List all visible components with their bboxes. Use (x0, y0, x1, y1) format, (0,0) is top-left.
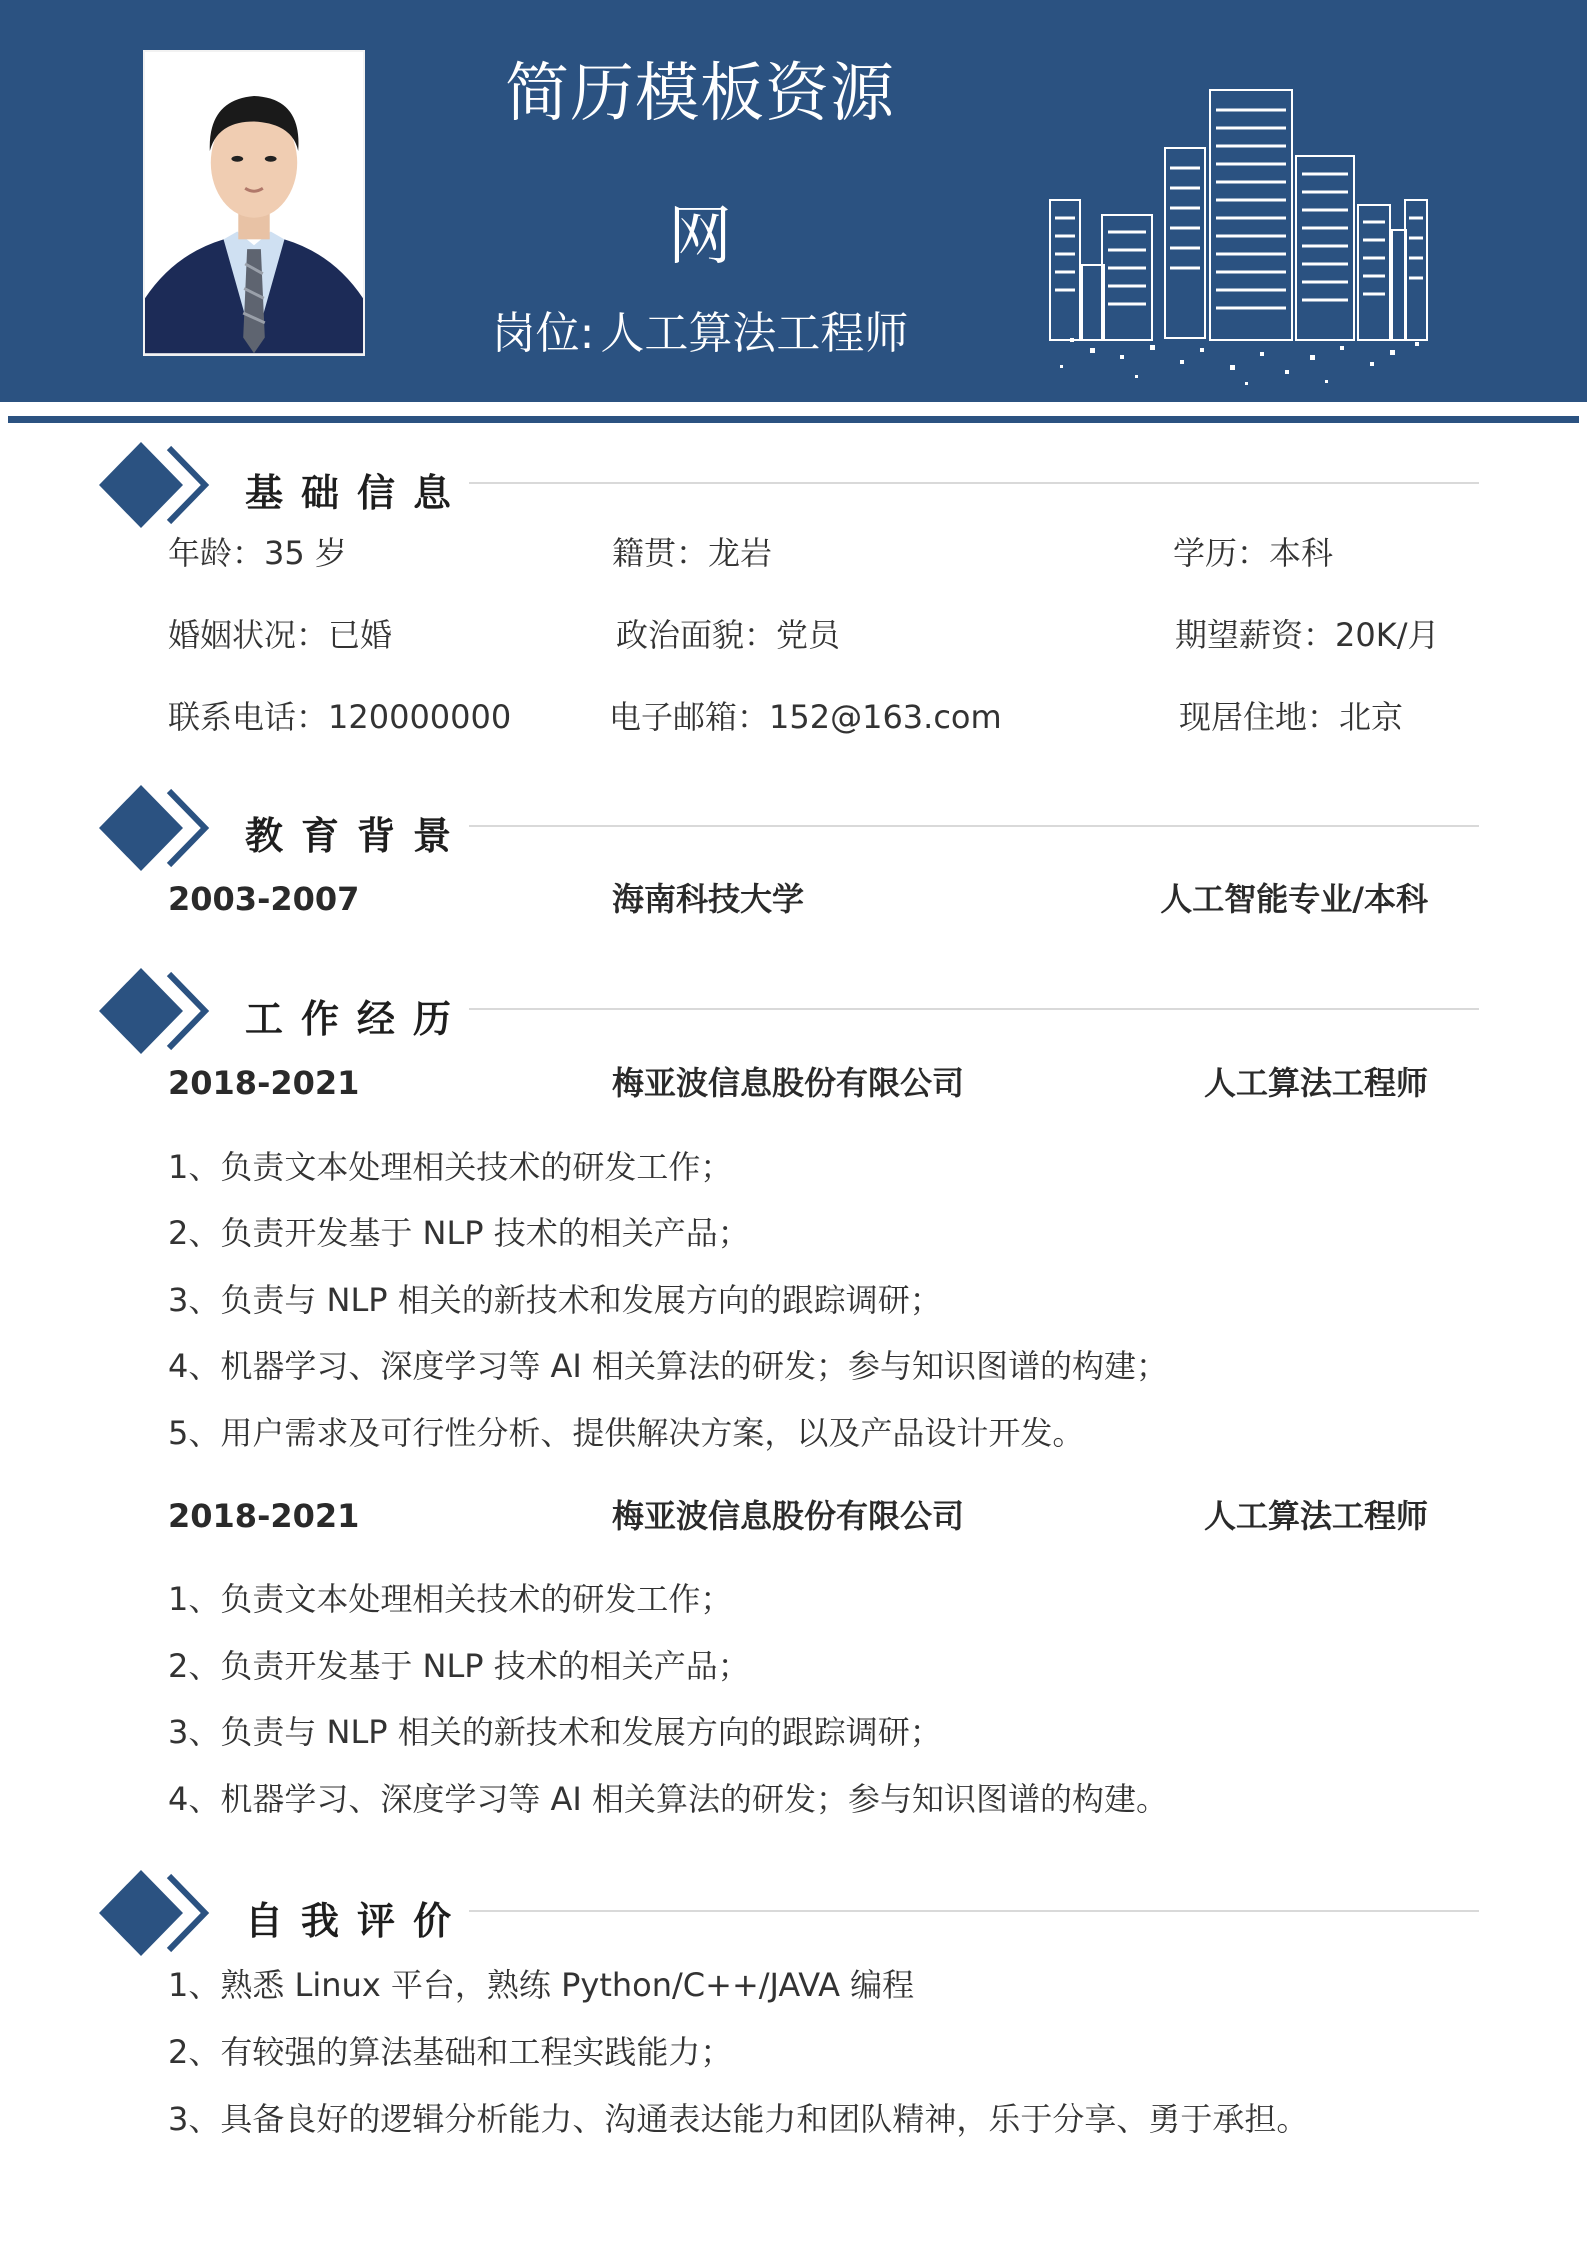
section-title: 自我评价 (245, 1899, 470, 1943)
job-company: 梅亚波信息股份有限公司 (612, 1497, 965, 1535)
section-rule (469, 1910, 1479, 1912)
section-title: 工作经历 (245, 997, 470, 1041)
profile-photo (143, 50, 365, 356)
education-period: 2003-2007 (168, 880, 360, 918)
info-political-status: 政治面貌：党员 (616, 616, 841, 654)
job-duty: 4、机器学习、深度学习等 AI 相关算法的研发；参与知识图谱的构建。 (168, 1780, 1169, 1818)
info-hometown: 籍贯：龙岩 (612, 534, 773, 572)
job-period: 2018-2021 (168, 1064, 360, 1102)
education-school: 海南科技大学 (612, 880, 805, 918)
header-banner (0, 0, 1587, 402)
section-rule (469, 482, 1479, 484)
info-age: 年龄：35 岁 (168, 534, 347, 572)
section-title: 教育背景 (245, 814, 470, 858)
job-duty: 5、用户需求及可行性分析、提供解决方案，以及产品设计开发。 (168, 1414, 1085, 1452)
self-evaluation-item: 1、熟悉 Linux 平台，熟练 Python/C++/JAVA 编程 (168, 1966, 915, 2004)
section-rule (469, 1008, 1479, 1010)
job-role: 人工算法工程师 (1203, 1064, 1428, 1102)
job-company: 梅亚波信息股份有限公司 (612, 1064, 965, 1102)
resume-title-line2: 网 (668, 200, 732, 274)
job-duty: 2、负责开发基于 NLP 技术的相关产品； (168, 1647, 750, 1685)
section-rule (469, 825, 1479, 827)
info-education-level: 学历：本科 (1173, 534, 1334, 572)
section-title: 基础信息 (245, 471, 470, 515)
job-duty: 1、负责文本处理相关技术的研发工作； (168, 1148, 733, 1186)
section-header-self-evaluation (97, 1868, 1487, 1958)
diamond-icon (97, 440, 217, 530)
info-residence: 现居住地：北京 (1179, 698, 1404, 736)
diamond-icon (97, 966, 217, 1056)
job-period: 2018-2021 (168, 1497, 360, 1535)
job-duty: 1、负责文本处理相关技术的研发工作； (168, 1580, 733, 1618)
header-divider (8, 416, 1579, 423)
resume-title: 简历模板资源 (505, 57, 895, 131)
position-value: 人工算法工程师 (600, 308, 909, 359)
section-header-education (97, 783, 1487, 873)
info-phone: 联系电话：120000000 (168, 698, 512, 736)
job-duty: 2、负责开发基于 NLP 技术的相关产品； (168, 1214, 750, 1252)
diamond-icon (97, 1868, 217, 1958)
info-marital-status: 婚姻状况：已婚 (168, 616, 393, 654)
job-duty: 4、机器学习、深度学习等 AI 相关算法的研发；参与知识图谱的构建； (168, 1347, 1169, 1385)
self-evaluation-item: 3、具备良好的逻辑分析能力、沟通表达能力和团队精神，乐于分享、勇于承担。 (168, 2100, 1309, 2138)
job-role: 人工算法工程师 (1203, 1497, 1428, 1535)
job-position (440, 308, 960, 359)
city-skyline-illustration (1040, 70, 1470, 400)
diamond-icon (97, 783, 217, 873)
position-label: 岗位: (491, 308, 595, 359)
job-duty: 3、负责与 NLP 相关的新技术和发展方向的跟踪调研； (168, 1281, 942, 1319)
section-header-basic (97, 440, 1487, 530)
info-email: 电子邮箱：152@163.com (609, 698, 1002, 736)
info-expected-salary: 期望薪资：20K/月 (1175, 616, 1440, 654)
section-header-work (97, 966, 1487, 1056)
education-major: 人工智能专业/本科 (1160, 880, 1428, 918)
self-evaluation-item: 2、有较强的算法基础和工程实践能力； (168, 2033, 733, 2071)
job-duty: 3、负责与 NLP 相关的新技术和发展方向的跟踪调研； (168, 1713, 942, 1751)
portrait-image (145, 52, 363, 354)
